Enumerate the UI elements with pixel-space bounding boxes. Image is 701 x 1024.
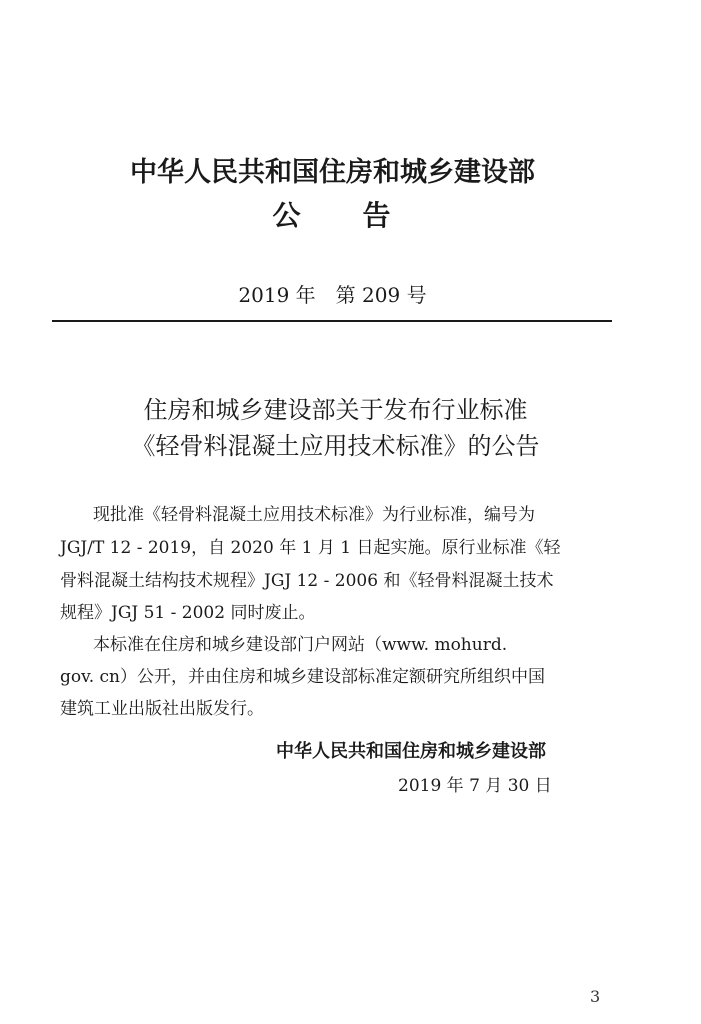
announcement-heading-line-1: 住房和城乡建设部关于发布行业标准: [143, 396, 528, 424]
issue-number: 2019 年 第 209 号: [238, 283, 427, 307]
body-paragraph-line: JGJ/T 12 - 2019，自 2020 年 1 月 1 日起实施。原行业标准《轻: [60, 538, 561, 558]
body-paragraph-line: 本标准在住房和城乡建设部门户网站（www. mohurd.: [93, 635, 508, 655]
body-paragraph-line: 建筑工业出版社出版发行。: [60, 699, 264, 719]
signature-issuer: 中华人民共和国住房和城乡建设部: [276, 741, 546, 762]
announcement-heading-line-2: 《轻骨料混凝土应用技术标准》的公告: [131, 432, 540, 460]
page-number: 3: [590, 987, 601, 1006]
header-divider: [52, 320, 612, 322]
body-paragraph-line: 现批准《轻骨料混凝土应用技术标准》为行业标准，编号为: [93, 505, 535, 525]
issuer-title: 中华人民共和国住房和城乡建设部: [130, 157, 535, 188]
signature-date: 2019 年 7 月 30 日: [398, 776, 552, 796]
body-paragraph-line: gov. cn）公开，并由住房和城乡建设部标准定额研究所组织中国: [60, 667, 545, 687]
body-paragraph-line: 规程》JGJ 51 - 2002 同时废止。: [60, 603, 316, 623]
body-paragraph-line: 骨料混凝土结构技术规程》JGJ 12 - 2006 和《轻骨料混凝土技术: [60, 571, 554, 591]
doc-type-title: 公 告: [272, 199, 393, 232]
